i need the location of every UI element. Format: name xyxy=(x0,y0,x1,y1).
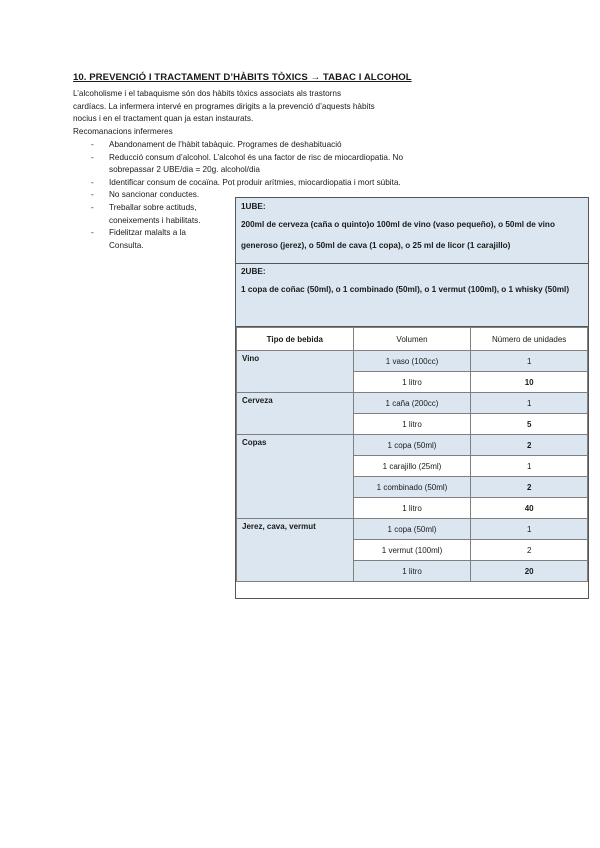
table-row xyxy=(237,435,588,456)
column-header: Número de unidades xyxy=(471,328,588,351)
beverage-type-cell: Copas xyxy=(237,435,354,519)
beverage-type-cell: Jerez, cava, vermut xyxy=(237,519,354,582)
units-cell: 1 xyxy=(471,393,588,414)
list-item: - No sancionar conductes. xyxy=(91,190,200,200)
volume-cell: 1 caña (200cc) xyxy=(353,393,471,414)
units-cell: 10 xyxy=(471,372,588,393)
units-cell: 2 xyxy=(471,435,588,456)
list-item: - Reducció consum d’alcohol. L’alcohol és una factor de risc de miocardiopatia. No sobrepassar 2 UBE/dia = 20g. alcohol/dia xyxy=(91,152,404,175)
volume-cell: 1 litro xyxy=(353,561,471,582)
intro-line: L’alcoholisme i el tabaquisme són dos hàbits tòxics associats als trastorns xyxy=(73,89,342,98)
ube1-text: 200ml de cerveza (caña o quinto)o 100ml de vino (vaso pequeño), o 50ml de vino generoso (jerez), o 50ml de cava (1 copa), o 25 ml de licor (1 carajillo) xyxy=(241,220,555,250)
units-cell: 40 xyxy=(471,498,588,519)
column-header: Tipo de bebida xyxy=(237,328,354,351)
intro-line: cardíacs. La infermera intervé en programes dirigits a la prevenció d’aquests hàbits xyxy=(73,101,375,111)
ube2-text: 1 copa de coñac (50ml), o 1 combinado (50ml), o 1 vermut (100ml), o 1 whisky (50ml) xyxy=(241,285,570,294)
table-row xyxy=(237,393,588,414)
units-cell: 2 xyxy=(471,540,588,561)
recommendations-title: Recomanacions infermeres xyxy=(73,127,173,136)
units-cell: 1 xyxy=(471,456,588,477)
volume-cell: 1 copa (50ml) xyxy=(353,519,471,540)
volume-cell: 1 copa (50ml) xyxy=(353,435,471,456)
units-cell: 2 xyxy=(471,477,588,498)
list-item: - Fidelitzar malalts a la Consulta. xyxy=(91,228,186,250)
units-cell: 5 xyxy=(471,414,588,435)
beverage-type-cell: Vino xyxy=(237,351,354,393)
column-header: Volumen xyxy=(353,328,471,351)
beverage-type-cell: Cerveza xyxy=(237,393,354,435)
ube1-label: 1UBE: xyxy=(241,202,266,211)
table-row xyxy=(237,519,588,540)
ube2-label: 2UBE: xyxy=(241,267,266,276)
units-cell: 1 xyxy=(471,519,588,540)
list-item: - Abandonament de l’hàbit tabàquic. Programes de deshabituació xyxy=(91,140,342,149)
volume-cell: 1 combinado (50ml) xyxy=(353,477,471,498)
units-cell: 1 xyxy=(471,351,588,372)
volume-cell: 1 litro xyxy=(353,498,471,519)
table-header-row xyxy=(237,328,588,351)
intro-paragraph xyxy=(73,88,473,126)
volume-cell: 1 litro xyxy=(353,372,471,393)
volume-cell: 1 vermut (100ml) xyxy=(353,540,471,561)
ube2-panel xyxy=(236,264,588,327)
page-title: 10. PREVENCIÓ I TRACTAMENT D’HÀBITS TÒXICS → TABAC I ALCOHOL xyxy=(73,72,412,83)
ube-info-box xyxy=(235,197,589,599)
volume-cell: 1 carajillo (25ml) xyxy=(353,456,471,477)
volume-cell: 1 litro xyxy=(353,414,471,435)
units-cell: 20 xyxy=(471,561,588,582)
table-row xyxy=(237,351,588,372)
ube1-panel xyxy=(236,198,588,264)
list-item: - Treballar sobre actituds, coneixements i habilitats. xyxy=(91,202,201,225)
beverage-units-table xyxy=(236,327,588,582)
volume-cell: 1 vaso (100cc) xyxy=(353,351,471,372)
intro-line: nocius i en el tractament quan ja estan instaurats. xyxy=(73,114,254,124)
list-item: - Identificar consum de cocaïna. Pot produir arítmies, miocardiopatia i mort súbita. xyxy=(91,177,401,187)
